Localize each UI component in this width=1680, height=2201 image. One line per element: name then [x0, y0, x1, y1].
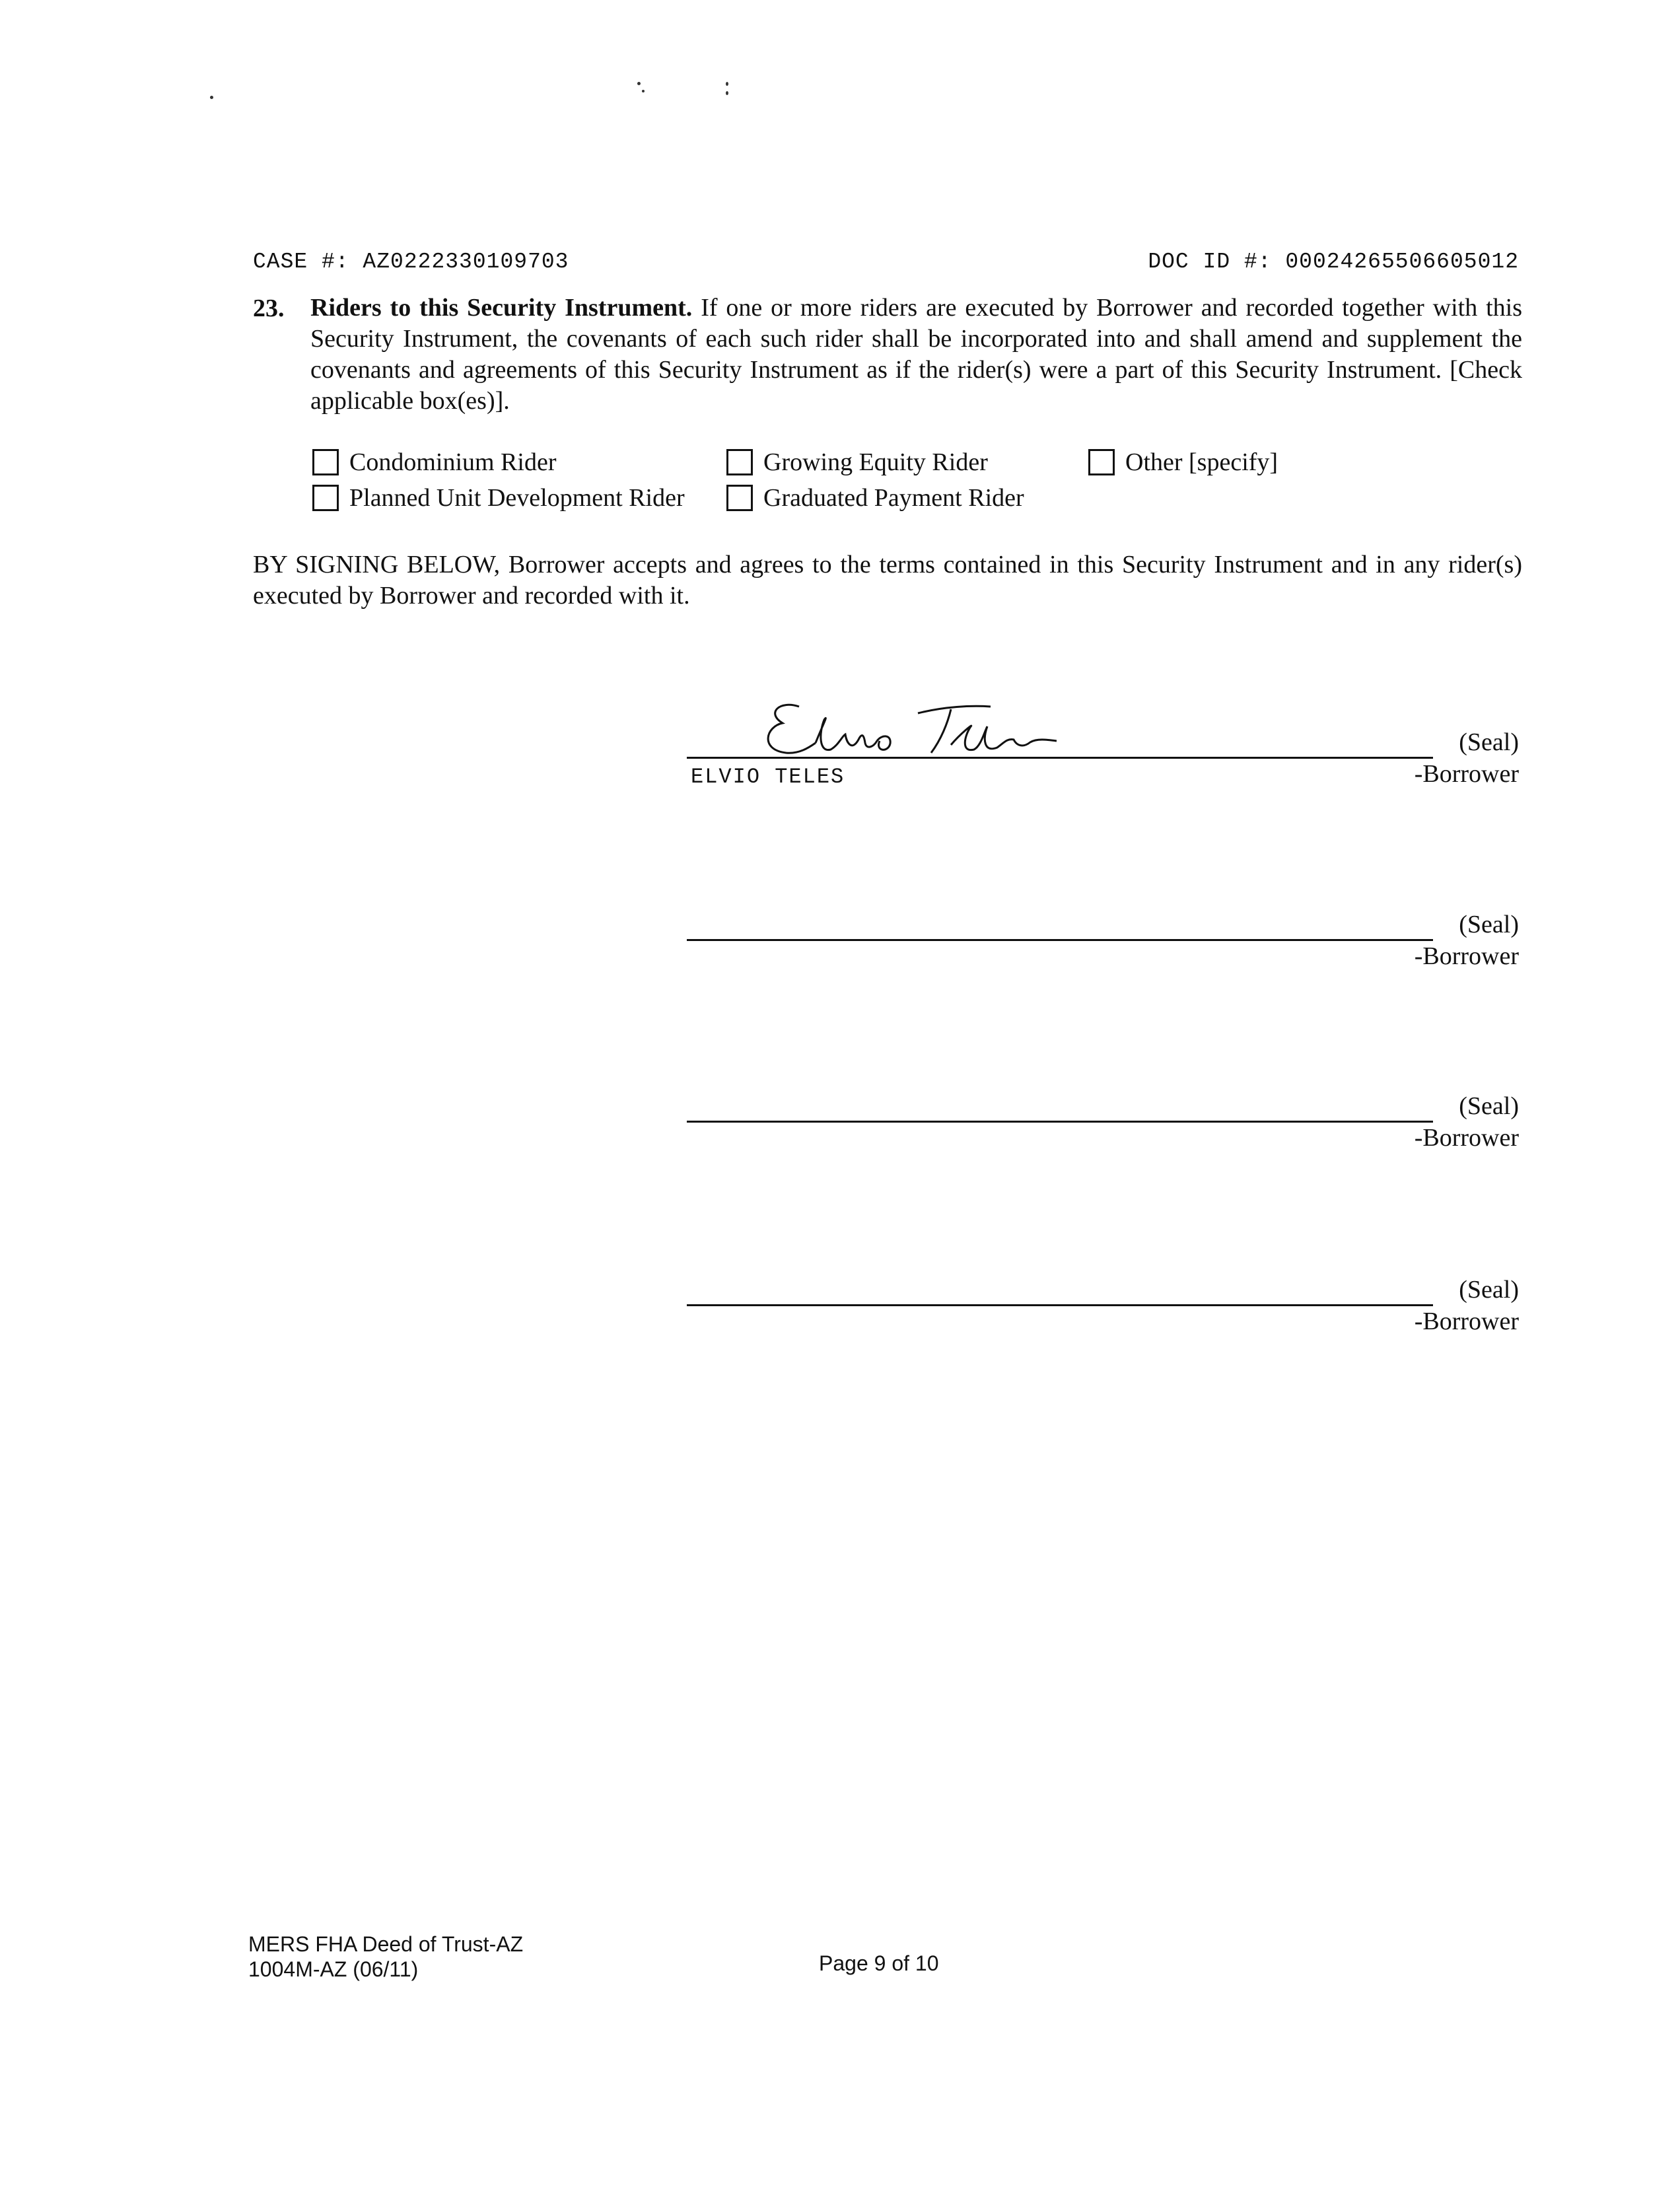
rider-label: Growing Equity Rider — [763, 448, 988, 476]
checkbox[interactable] — [726, 485, 753, 511]
rider-condominium[interactable] — [312, 448, 557, 477]
checkbox[interactable] — [312, 485, 339, 511]
scan-speck — [642, 90, 645, 92]
section-23-paragraph — [310, 293, 1522, 417]
scan-speck — [637, 82, 641, 85]
rider-label: Other [specify] — [1125, 448, 1278, 476]
rider-label: Planned Unit Development Rider — [349, 484, 685, 512]
section-number: 23. — [253, 295, 285, 322]
borrower-role-2: -Borrower — [1414, 942, 1519, 970]
signature-line-4 — [687, 1304, 1433, 1306]
seal-label-4: (Seal) — [1459, 1276, 1519, 1304]
signer-name-1: ELVIO TELES — [691, 765, 845, 789]
borrower-role-4: -Borrower — [1414, 1308, 1519, 1335]
page-number: Page 9 of 10 — [819, 1951, 939, 1975]
section-body: If one or more riders are executed by Borrower and recorded together with this Security Instrument, the covenants of each such rider shall be incorporated into and shall amend and supplement the covenants and agreements of this Security Instrument as if the rider(s) were a part of this Security Instrument. [Check applicable box(es)]. — [310, 294, 1523, 415]
seal-label-3: (Seal) — [1459, 1092, 1519, 1120]
scan-speck — [210, 96, 213, 99]
seal-label-1: (Seal) — [1459, 728, 1519, 756]
signature-line-1 — [687, 757, 1433, 759]
signature-line-2 — [687, 939, 1433, 941]
rider-other[interactable] — [1088, 448, 1278, 477]
footer-form-info — [248, 1932, 523, 1982]
section-title: Riders to this Security Instrument. — [310, 294, 693, 322]
checkbox[interactable] — [312, 449, 339, 475]
form-name: MERS FHA Deed of Trust-AZ — [248, 1932, 524, 1956]
form-code: 1004M-AZ (06/11) — [248, 1957, 419, 1981]
signature-line-3 — [687, 1121, 1433, 1123]
doc-id: DOC ID #: 00024265506605012 — [1148, 250, 1519, 274]
rider-label: Graduated Payment Rider — [763, 484, 1024, 512]
checkbox[interactable] — [1088, 449, 1115, 475]
borrower-signature — [753, 687, 1096, 766]
seal-label-2: (Seal) — [1459, 911, 1519, 938]
case-number: CASE #: AZ0222330109703 — [253, 250, 569, 274]
scan-speck — [726, 82, 728, 86]
rider-graduated-payment[interactable] — [726, 483, 1024, 512]
scan-speck — [726, 91, 728, 95]
rider-planned-unit-development[interactable] — [312, 483, 685, 512]
checkbox[interactable] — [726, 449, 753, 475]
rider-growing-equity[interactable] — [726, 448, 988, 477]
borrower-role-1: -Borrower — [1414, 760, 1519, 788]
rider-label: Condominium Rider — [349, 448, 557, 476]
borrower-role-3: -Borrower — [1414, 1124, 1519, 1152]
signing-statement: BY SIGNING BELOW, Borrower accepts and agrees to the terms contained in this Security Instrument and in any rider(s) executed by Borrower and recorded with it. — [253, 551, 1522, 610]
